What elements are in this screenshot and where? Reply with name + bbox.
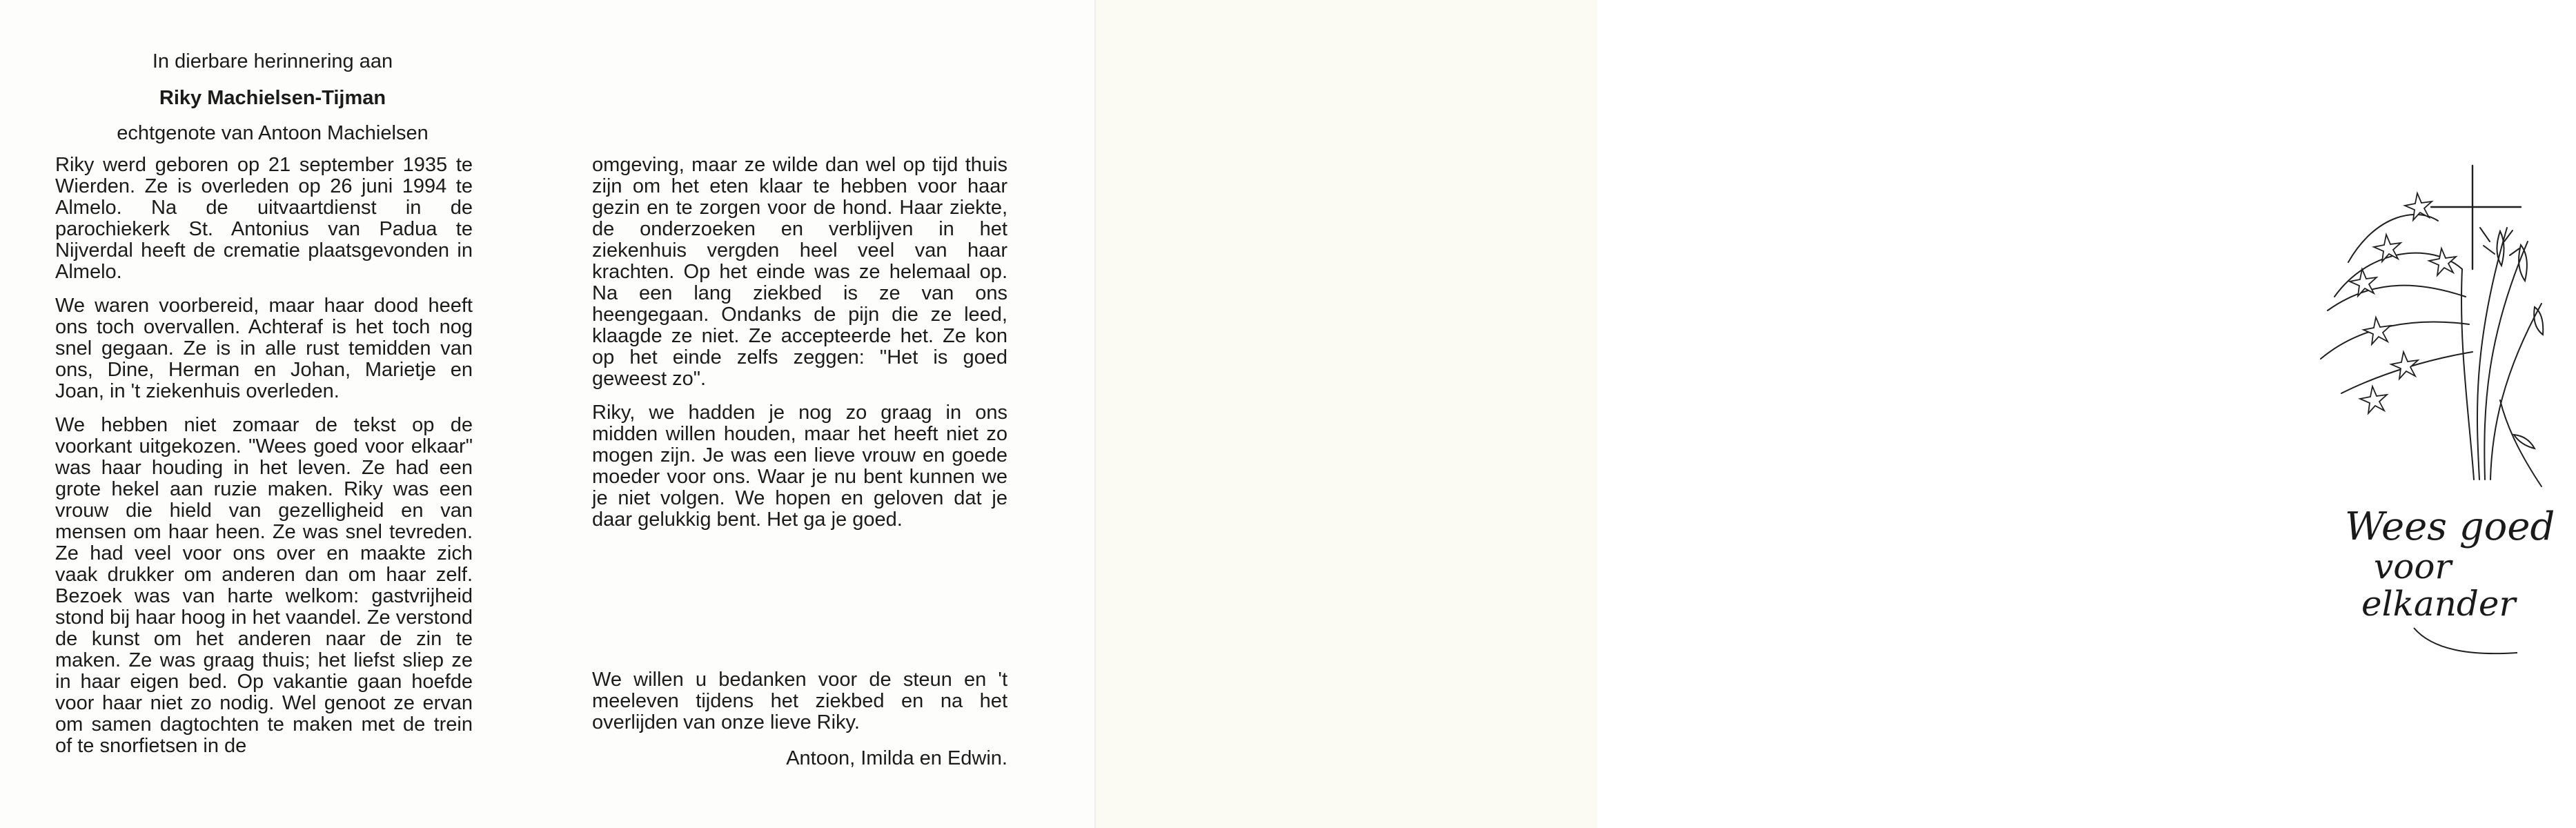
biography-column-right bbox=[592, 155, 1007, 543]
paragraph-character: We hebben niet zomaar de tekst op de voorkant uitgekozen. "Wees goed voor elkaar" was haar houding in het leven. Ze had een grote hekel aan ruzie maken. Riky was een vrouw die hield van gezelligheid en van mensen om haar heen. Ze was snel tevreden. Ze had veel voor ons over en maakte zich vaak drukker om anderen dan om haar zelf. Bezoek was van harte welkom: gastvrijheid stond bij haar hoog in het vaandel. Ze verstond de kunst om het anderen naar de zin te maken. Ze was graag thuis; het liefst sliep ze in haar eigen bed. Op vakantie gaan hoefde voor haar niet zo nodig. Wel genoot ze ervan om samen dagtochten te maken met de trein of te snorfietsen in de bbox=[55, 414, 473, 757]
motto-line-2: voor bbox=[2374, 546, 2452, 586]
motto-calligraphy bbox=[2331, 490, 2555, 662]
paragraph-illness: omgeving, maar ze wilde dan wel op tijd thuis zijn om het eten klaar te hebben voor haar gezin en te zorgen voor de hond. Haar ziekte, de onderzoeken en verblijven in het ziekenhuis vergden heel veel van haar krachten. Op het einde was ze helemaal op. Na een lang ziekbed is ze van ons heengegaan. Ondanks de pijn die ze leed, klaagde ze niet. Ze accepteerde het. Ze kon op het einde zelfs zeggen: "Het is goed geweest zo". bbox=[592, 154, 1007, 390]
motto-line-3: elkander bbox=[2361, 584, 2516, 624]
paragraph-passing: We waren voorbereid, maar haar dood heeft ons toch overvallen. Achteraf is het toch nog snel gegaan. Ze is in alle rust temidden van ons, Dine, Herman en Johan, Marietje en Joan, in 't ziekenhuis overleden. bbox=[55, 295, 473, 402]
paragraph-birth-death: Riky werd geboren op 21 september 1935 te Wierden. Ze is overleden op 26 juni 1994 te Almelo. Na de uitvaartdienst in de parochiekerk St. Antonius van Padua te Nijverdal heeft de crematie plaatsgevonden in Almelo. bbox=[55, 154, 473, 283]
thanks-note: We willen u bedanken voor de steun en 't meeleven tijdens het ziekbed en na het overlijden van onze lieve Riky. bbox=[592, 669, 1007, 733]
cross-wheat-flowers-illustration bbox=[2314, 166, 2576, 497]
inner-card-panel bbox=[0, 0, 1096, 828]
spouse-line: echtgenote van Antoon Machielsen bbox=[117, 122, 429, 144]
motto-line-1: Wees goed bbox=[2345, 504, 2555, 549]
biography-column-left bbox=[55, 155, 473, 769]
family-signature: Antoon, Imilda en Edwin. bbox=[786, 747, 1007, 769]
deceased-name: Riky Machielsen-Tijman bbox=[159, 87, 386, 109]
motto-flourish bbox=[2414, 628, 2517, 653]
front-cover-panel bbox=[1096, 0, 2555, 828]
paragraph-farewell: Riky, we hadden je nog zo graag in ons midden willen houden, maar het heeft niet zo mogen zijn. Je was een lieve vrouw en goede moeder voor ons. Waar je nu bent kunnen we je niet volgen. We hopen en geloven dat je daar gelukkig bent. Het ga je goed. bbox=[592, 402, 1007, 531]
memorial-intro: In dierbare herinnering aan bbox=[152, 50, 393, 72]
